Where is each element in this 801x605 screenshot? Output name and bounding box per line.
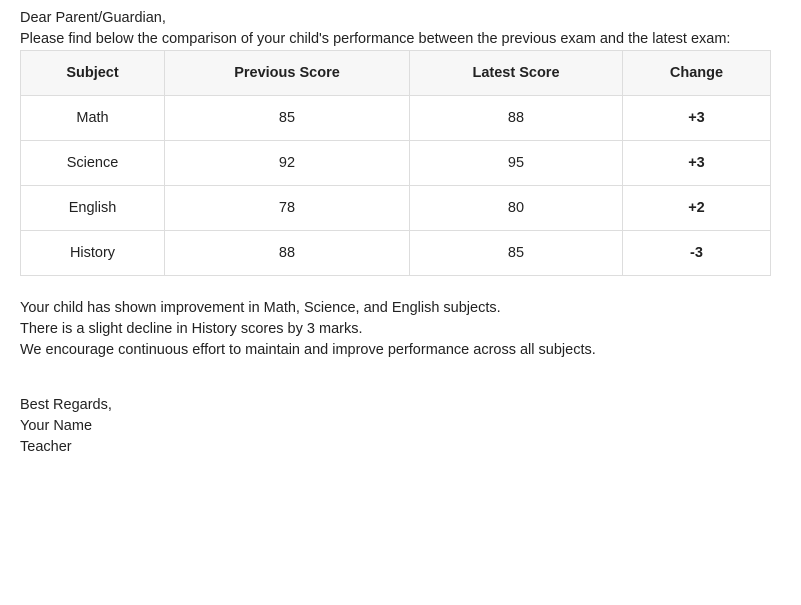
- signature-block: [20, 395, 781, 458]
- cell-latest-score: 80: [410, 186, 623, 231]
- greeting-text: Dear Parent/Guardian,: [20, 10, 166, 26]
- cell-change: +3: [623, 141, 771, 186]
- cell-previous-score: 85: [165, 96, 410, 141]
- cell-change: +2: [623, 186, 771, 231]
- cell-previous-score: 78: [165, 186, 410, 231]
- cell-subject: History: [21, 231, 165, 276]
- column-header-subject: Subject: [21, 51, 165, 96]
- cell-latest-score: 85: [410, 231, 623, 276]
- cell-latest-score: 88: [410, 96, 623, 141]
- intro-paragraph: Please find below the comparison of your child's performance between the previous exam and the latest exam:: [20, 31, 731, 48]
- cell-change: +3: [623, 96, 771, 141]
- table-row: [21, 186, 771, 231]
- body-line-improvement: Your child has shown improvement in Math, Science, and English subjects.: [20, 300, 501, 317]
- signature-closing: Best Regards,: [20, 397, 112, 414]
- cell-previous-score: 92: [165, 141, 410, 186]
- cell-change: -3: [623, 231, 771, 276]
- cell-previous-score: 88: [165, 231, 410, 276]
- cell-subject: Math: [21, 96, 165, 141]
- signature-name: Your Name: [20, 418, 93, 435]
- body-line-decline: There is a slight decline in History scores by 3 marks.: [20, 321, 363, 338]
- column-header-previous-score: Previous Score: [165, 51, 410, 96]
- table-row: [21, 96, 771, 141]
- table-row: [21, 231, 771, 276]
- signature-role: Teacher: [20, 439, 72, 456]
- body-line-encouragement: We encourage continuous effort to maintain and improve performance across all subjects.: [20, 342, 596, 359]
- table-row: [21, 141, 771, 186]
- cell-subject: English: [21, 186, 165, 231]
- column-header-change: Change: [623, 51, 771, 96]
- table-header-row: [21, 51, 771, 96]
- column-header-latest-score: Latest Score: [410, 51, 623, 96]
- cell-subject: Science: [21, 141, 165, 186]
- score-comparison-table: [20, 50, 771, 276]
- cell-latest-score: 95: [410, 141, 623, 186]
